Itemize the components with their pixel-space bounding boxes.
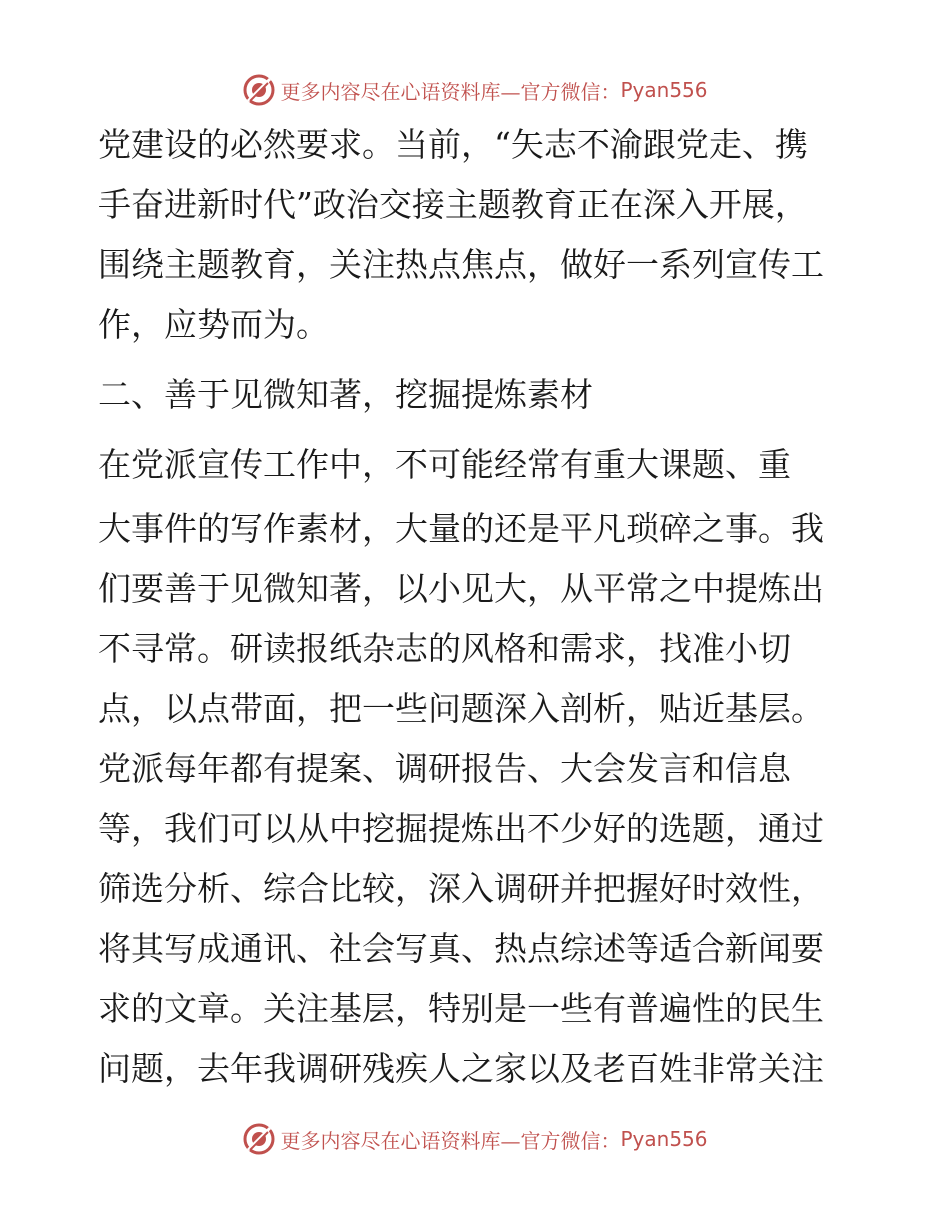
header-banner-text: 更多内容尽在心语资料库—官方微信： — [280, 79, 621, 104]
footer-banner — [0, 1117, 950, 1161]
text-line: 们要善于见微知著，以小见大，从平常之中提炼出 — [98, 569, 824, 608]
text-line: 围绕主题教育，关注热点焦点，做好一系列宣传工 — [98, 245, 824, 284]
brand-logo-icon — [242, 1122, 276, 1156]
text-line: 问题，去年我调研残疾人之家以及老百姓非常关注 — [98, 1049, 824, 1088]
text-line: 作，应势而为。 — [98, 305, 329, 344]
text-line: 点，以点带面，把一些问题深入剖析，贴近基层。 — [98, 689, 824, 728]
text-line: 求的文章。关注基层，特别是一些有普遍性的民生 — [98, 989, 824, 1028]
footer-banner-contact: Pyan556 — [620, 1127, 708, 1151]
header-banner — [0, 68, 950, 112]
text-line: 党派每年都有提案、调研报告、大会发言和信息 — [98, 749, 791, 788]
footer-banner-text: 更多内容尽在心语资料库—官方微信： — [280, 1128, 621, 1153]
text-line: 大事件的写作素材，大量的还是平凡琐碎之事。我 — [98, 509, 824, 548]
brand-logo-icon — [242, 73, 276, 107]
text-line: 等，我们可以从中挖掘提炼出不少好的选题，通过 — [98, 809, 824, 848]
text-line: 将其写成通讯、社会写真、热点综述等适合新闻要 — [98, 929, 824, 968]
text-line: 党建设的必然要求。当前，“矢志不渝跟党走、携 — [98, 125, 808, 164]
text-line: 手奋进新时代”政治交接主题教育正在深入开展， — [98, 185, 808, 224]
section-heading: 二、善于见微知著，挖掘提炼素材 — [98, 375, 593, 414]
text-line: 在党派宣传工作中，不可能经常有重大课题、重 — [98, 445, 791, 484]
text-line: 筛选分析、综合比较，深入调研并把握好时效性， — [98, 869, 824, 908]
header-banner-contact: Pyan556 — [620, 78, 708, 102]
text-line: 不寻常。研读报纸杂志的风格和需求，找准小切 — [98, 629, 791, 668]
